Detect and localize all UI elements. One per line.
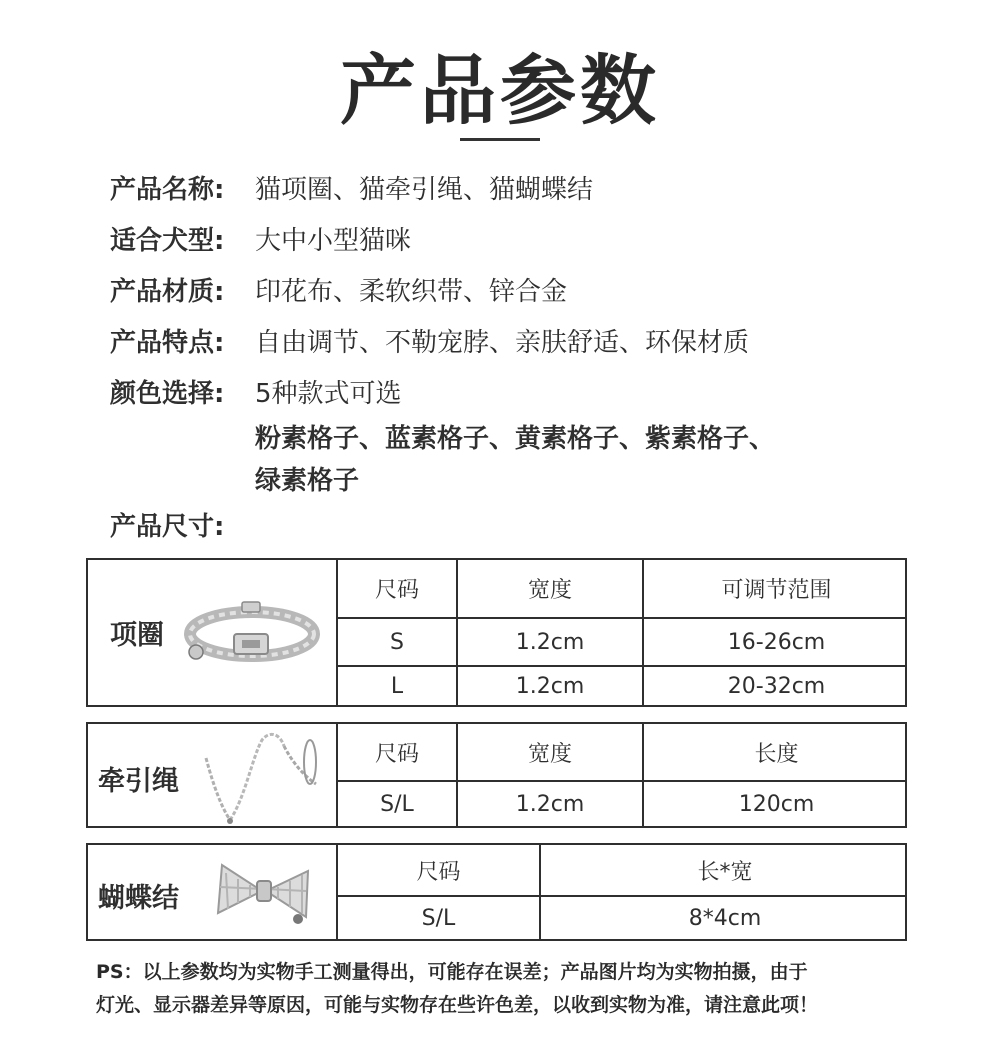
bow-image xyxy=(216,857,312,929)
leash-name: 牵引绳 xyxy=(98,766,179,797)
header-cell: 长*宽 xyxy=(539,845,909,895)
leash-label-cell xyxy=(88,724,338,826)
param-row-name xyxy=(110,170,593,210)
table-cell: S/L xyxy=(421,905,456,931)
leash-image xyxy=(200,728,325,826)
table-cell: 120cm xyxy=(642,782,909,826)
param-row-suitable xyxy=(110,221,411,261)
header-cell: 长度 xyxy=(642,724,909,780)
table-cell: 1.2cm xyxy=(456,667,642,705)
param-row-material xyxy=(110,272,567,312)
param-row-colors xyxy=(110,374,402,414)
leash-grid xyxy=(338,724,905,826)
bow-name: 蝴蝶结 xyxy=(98,883,179,914)
param-value: 大中小型猫咪 xyxy=(255,226,412,256)
size-heading xyxy=(110,507,255,547)
table-cell: 16-26cm xyxy=(642,619,909,665)
param-key: 适合犬型: xyxy=(110,226,225,256)
header-cell: 宽度 xyxy=(456,724,642,780)
param-value: 印花布、柔软织带、锌合金 xyxy=(255,277,568,307)
header-cell: 尺码 xyxy=(374,741,419,767)
bow-grid xyxy=(338,845,905,939)
header-cell: 尺码 xyxy=(374,578,419,603)
bow-size-table xyxy=(86,843,907,941)
table-row xyxy=(338,617,905,665)
table-header-row xyxy=(338,560,905,617)
table-cell: S/L xyxy=(380,791,414,817)
param-key: 产品材质: xyxy=(110,277,225,307)
param-key: 产品尺寸: xyxy=(110,512,225,542)
param-key: 产品名称: xyxy=(110,175,225,205)
header-cell: 尺码 xyxy=(416,859,461,885)
table-row xyxy=(338,895,905,939)
header-cell: 可调节范围 xyxy=(642,560,909,617)
leash-size-table xyxy=(86,722,907,828)
page-title: 产品参数 xyxy=(340,46,660,135)
param-value: 自由调节、不勒宠脖、亲肤舒适、环保材质 xyxy=(255,328,750,358)
table-row xyxy=(338,665,905,705)
table-row xyxy=(338,780,905,826)
table-cell: 20-32cm xyxy=(642,667,909,705)
param-key: 颜色选择: xyxy=(110,379,225,409)
disclaimer-line-1: PS：以上参数均为实物手工测量得出，可能存在误差；产品图片均为实物拍摄，由于 xyxy=(96,961,808,983)
table-header-row xyxy=(338,845,905,895)
table-cell: L xyxy=(390,673,404,699)
table-header-row xyxy=(338,724,905,780)
collar-grid xyxy=(338,560,905,705)
disclaimer-line-2: 灯光、显示器差异等原因，可能与实物存在些许色差，以收到实物为准，请注意此项！ xyxy=(96,994,819,1016)
title-underline xyxy=(460,138,540,141)
table-cell: 8*4cm xyxy=(539,897,909,939)
param-key: 产品特点: xyxy=(110,328,225,358)
table-cell: 1.2cm xyxy=(456,619,642,665)
collar-size-table xyxy=(86,558,907,707)
header-cell: 宽度 xyxy=(456,560,642,617)
table-cell: S xyxy=(390,629,404,655)
color-options-line-2: 绿素格子 xyxy=(255,466,360,496)
collar-label-cell xyxy=(88,560,338,705)
collar-name: 项圈 xyxy=(110,620,164,651)
param-value: 猫项圈、猫牵引绳、猫蝴蝶结 xyxy=(255,175,594,205)
bow-label-cell xyxy=(88,845,338,939)
color-options-line-1: 粉素格子、蓝素格子、黄素格子、紫素格子、 xyxy=(255,424,776,454)
disclaimer-note xyxy=(96,956,818,1022)
table-cell: 1.2cm xyxy=(456,782,642,826)
collar-image xyxy=(180,596,320,676)
param-value: 5种款式可选 xyxy=(255,379,402,409)
param-row-features xyxy=(110,323,749,363)
